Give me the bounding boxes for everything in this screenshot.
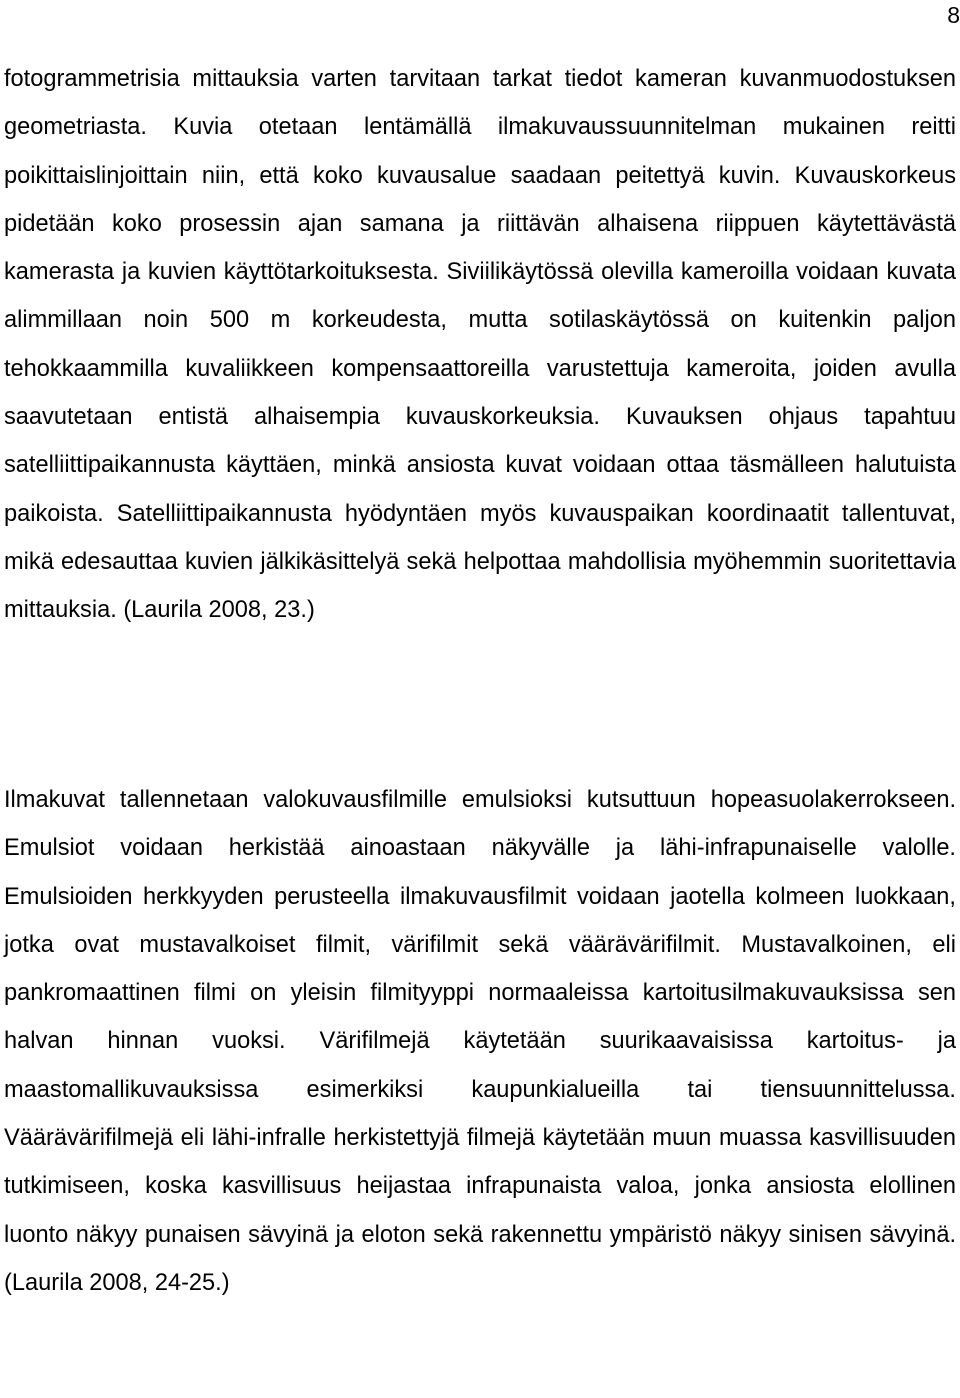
paragraph-aerial-photography-process: fotogrammetrisia mittauksia varten tarvitaan tarkat tiedot kameran kuvanmuodostuksen geometriasta. Kuvia otetaan lentämällä ilmakuvaussuunnitelman mukainen reitti poikittaislinjoittain niin, että koko kuvausalue saadaan peitettyä kuvin. Kuvauskorkeus pidetään koko prosessin ajan samana ja riittävän alhaisena riippuen käytettävästä kamerasta ja kuvien käyttötarkoituksesta. Siviilikäytössä olevilla kameroilla voidaan kuvata alimmillaan noin 500 m korkeudesta, mutta sotilaskäytössä on kuitenkin paljon tehokkaammilla kuvaliikkeen kompensaattoreilla varustettuja kameroita, joiden avulla saavutetaan entistä alhaisempia kuvauskorkeuksia. Kuvauksen ohjaus tapahtuu satelliittipaikannusta käyttäen, minkä ansiosta kuvat voidaan ottaa täsmälleen halutuista paikoista. Satelliittipaikannusta hyödyntäen myös kuvauspaikan koordinaatit tallentuvat, mikä edesauttaa kuvien jälkikäsittelyä sekä helpottaa mahdollisia myöhemmin suoritettavia mittauksia. (Laurila 2008, 23.): [4, 66, 956, 624]
page-number: 8: [947, 2, 960, 28]
paragraph-aerial-film-types: Ilmakuvat tallennetaan valokuvausfilmille emulsioksi kutsuttuun hopeasuolakerrokseen. Emulsiot voidaan herkistää ainoastaan näkyvälle ja lähi-infrapunaiselle valolle. Emulsioiden herkkyyden perusteella ilmakuvausfilmit voidaan jaotella kolmeen luokkaan, jotka ovat mustavalkoiset filmit, värifilmit sekä väärävärifilmit. Mustavalkoinen, eli pankromaattinen filmi on yleisin filmityyppi normaaleissa kartoitusilmakuvauksissa sen halvan hinnan vuoksi. Värifilmejä käytetään suurikaavaisissa kartoitus- ja maastomallikuvauksissa esimerkiksi kaupunkialueilla tai tiensuunnittelussa. Väärävärifilmejä eli lähi-infralle herkistettyjä filmejä käytetään muun muassa kasvillisuuden tutkimiseen, koska kasvillisuus heijastaa infrapunaista valoa, jonka ansiosta elollinen luonto näkyy punaisen sävyinä ja eloton sekä rakennettu ympäristö näkyy sinisen sävyinä. (Laurila 2008, 24-25.): [4, 787, 956, 1296]
